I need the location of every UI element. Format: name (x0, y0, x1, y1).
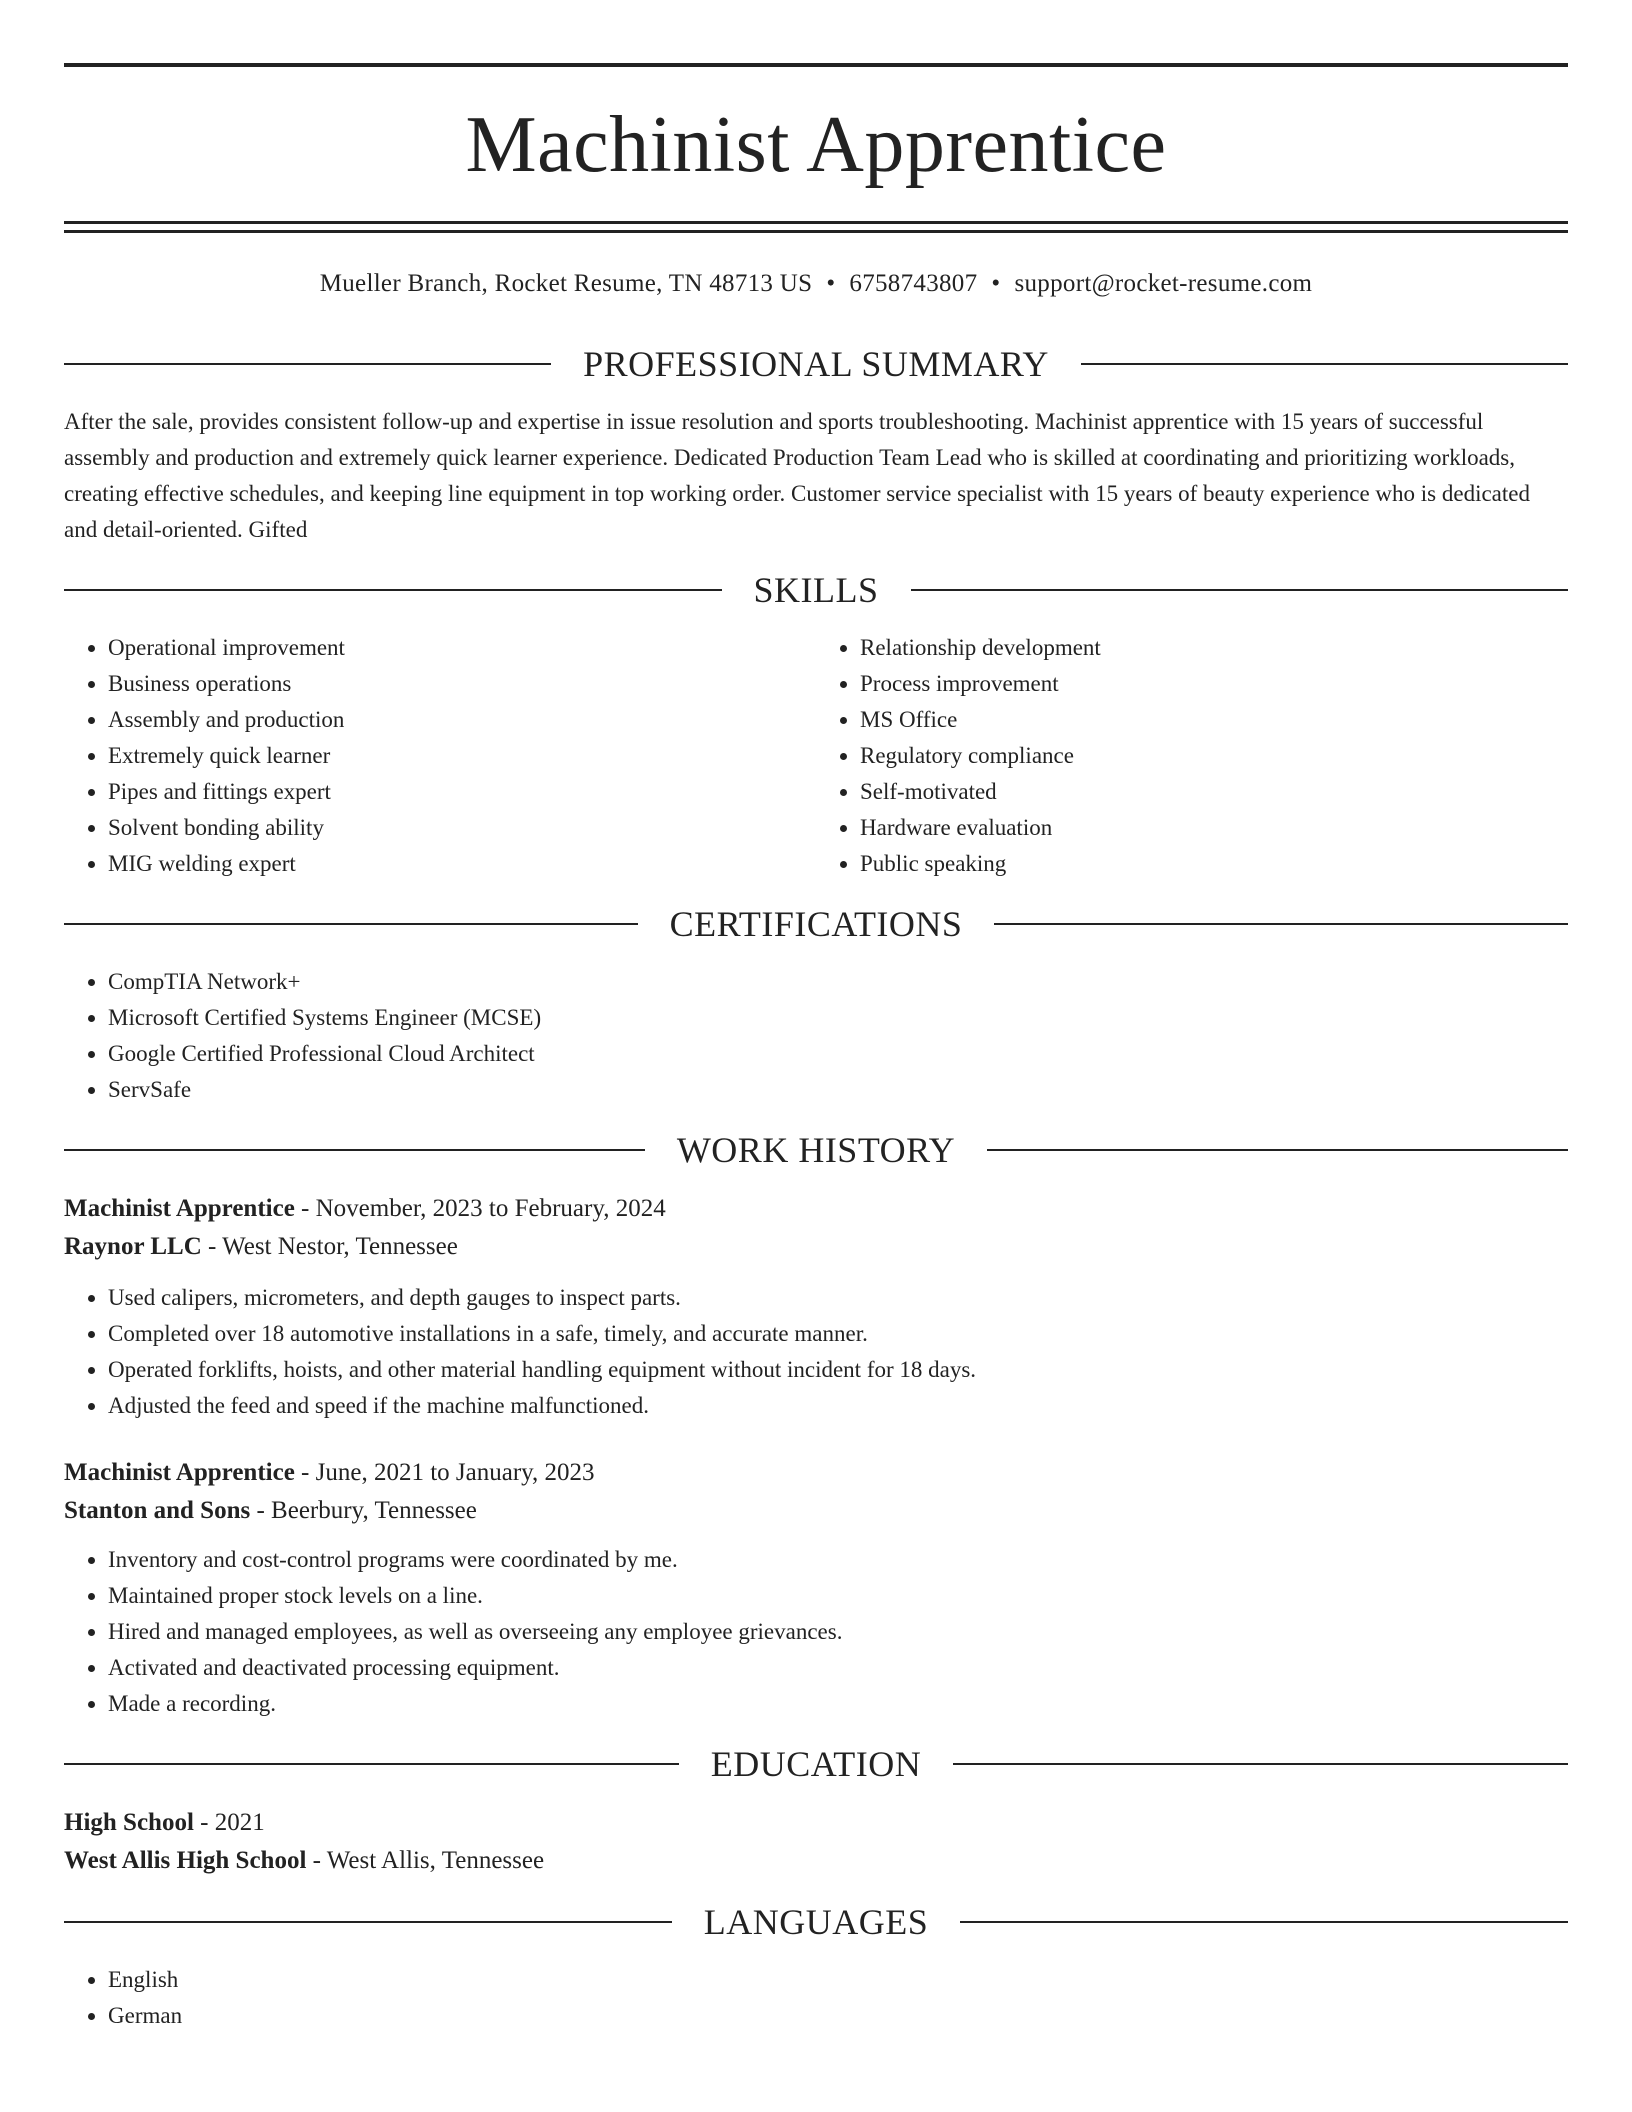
job-entry (64, 1190, 1568, 1424)
job-location: - West Nestor, Tennessee (201, 1233, 458, 1260)
contact-line (64, 271, 1568, 296)
top-rule (64, 63, 1568, 67)
list-item: • German (108, 1998, 1568, 2034)
list-item: • Completed over 18 automotive installations in a safe, timely, and accurate manner. (108, 1316, 1568, 1352)
list-item: • Extremely quick learner (108, 738, 816, 774)
list-item: • CompTIA Network+ (108, 964, 1568, 1000)
job-company: Stanton and Sons (64, 1497, 251, 1524)
skills-list (64, 630, 1568, 882)
education-entry (64, 1804, 1568, 1880)
list-item: • Public speaking (860, 846, 1568, 882)
job-dates: - June, 2021 to January, 2023 (294, 1459, 595, 1486)
skills-column-left (64, 630, 816, 882)
list-item: • Solvent bonding ability (108, 810, 816, 846)
section-rule (64, 923, 638, 925)
list-item: • Self-motivated (860, 774, 1568, 810)
name-double-rule (64, 221, 1568, 233)
summary-text: After the sale, provides consistent follow-up and expertise in issue resolution and sports troubleshooting. Machinist apprentice with 15 years of successful assembly and production and extremely quick learner experience. Dedicated Production Team Lead who is skilled at coordinating and prioritizing workloads, creating effective schedules, and keeping line equipment in top working order. Customer service specialist with 15 years of beauty experience who is dedicated and detail-oriented. Gifted (64, 409, 1530, 542)
summary-heading: PROFESSIONAL SUMMARY (583, 344, 1049, 384)
education-degree-line (64, 1804, 1568, 1842)
section-rule (64, 1763, 679, 1765)
list-item: • Hardware evaluation (860, 810, 1568, 846)
contact-separator: • (991, 270, 1001, 297)
job-title-line (64, 1454, 1568, 1492)
list-item: • English (108, 1962, 1568, 1998)
section-rule (911, 589, 1569, 591)
list-item: • Google Certified Professional Cloud Architect (108, 1036, 1568, 1072)
contact-email: support@rocket-resume.com (1014, 270, 1313, 297)
languages-heading: LANGUAGES (703, 1902, 929, 1942)
education-heading: EDUCATION (710, 1744, 922, 1784)
languages-list (64, 1962, 1568, 2034)
section-rule (960, 1921, 1568, 1923)
skills-column-right (816, 630, 1568, 882)
section-rule (64, 363, 551, 365)
list-item: • Relationship development (860, 630, 1568, 666)
contact-separator: • (826, 270, 836, 297)
list-item: • Activated and deactivated processing equipment. (108, 1650, 1568, 1686)
job-company-line (64, 1228, 1568, 1266)
education-school: West Allis High School (64, 1847, 307, 1874)
contact-address: Mueller Branch, Rocket Resume, TN 48713 US (319, 270, 813, 297)
list-item: • Used calipers, micrometers, and depth gauges to inspect parts. (108, 1280, 1568, 1316)
section-rule (987, 1149, 1568, 1151)
list-item: • Pipes and fittings expert (108, 774, 816, 810)
job-location: - Beerbury, Tennessee (250, 1497, 477, 1524)
list-item: • ServSafe (108, 1072, 1568, 1108)
list-item: • Microsoft Certified Systems Engineer (MCSE) (108, 1000, 1568, 1036)
job-entry (64, 1454, 1568, 1722)
list-item: • Maintained proper stock levels on a line. (108, 1578, 1568, 1614)
job-company-line (64, 1492, 1568, 1530)
skills-section-header (64, 572, 1568, 608)
summary-section-header (64, 346, 1568, 382)
section-rule (64, 589, 722, 591)
education-location: - West Allis, Tennessee (306, 1847, 545, 1874)
list-item: • Business operations (108, 666, 816, 702)
languages-section-header (64, 1904, 1568, 1940)
job-bullets (64, 1542, 1568, 1722)
list-item: • Operational improvement (108, 630, 816, 666)
job-title: Machinist Apprentice (64, 1195, 295, 1222)
job-company: Raynor LLC (64, 1233, 202, 1260)
certifications-heading: CERTIFICATIONS (669, 904, 963, 944)
list-item: • MS Office (860, 702, 1568, 738)
list-item: • Process improvement (860, 666, 1568, 702)
contact-phone: 6758743807 (849, 270, 978, 297)
education-section-header (64, 1746, 1568, 1782)
resume-name: Machinist Apprentice (465, 101, 1167, 189)
section-rule (64, 1149, 645, 1151)
work-heading: WORK HISTORY (676, 1130, 956, 1170)
education-degree: High School (64, 1809, 194, 1836)
certifications-section-header (64, 906, 1568, 942)
list-item: • Operated forklifts, hoists, and other material handling equipment without incident for 18 days. (108, 1352, 1568, 1388)
job-title-line (64, 1190, 1568, 1228)
list-item: • Assembly and production (108, 702, 816, 738)
list-item: • MIG welding expert (108, 846, 816, 882)
education-school-line (64, 1842, 1568, 1880)
section-rule (64, 1921, 672, 1923)
section-rule (994, 923, 1568, 925)
job-dates: - November, 2023 to February, 2024 (294, 1195, 666, 1222)
list-item: • Made a recording. (108, 1686, 1568, 1722)
list-item: • Adjusted the feed and speed if the machine malfunctioned. (108, 1388, 1568, 1424)
section-rule (953, 1763, 1568, 1765)
skills-heading: SKILLS (753, 570, 879, 610)
list-item: • Inventory and cost-control programs were coordinated by me. (108, 1542, 1568, 1578)
list-item: • Regulatory compliance (860, 738, 1568, 774)
job-title: Machinist Apprentice (64, 1459, 295, 1486)
job-bullets (64, 1280, 1568, 1424)
certifications-list (64, 964, 1568, 1108)
section-rule (1081, 363, 1568, 365)
list-item: • Hired and managed employees, as well as overseeing any employee grievances. (108, 1614, 1568, 1650)
education-year: - 2021 (193, 1809, 265, 1836)
work-section-header (64, 1132, 1568, 1168)
